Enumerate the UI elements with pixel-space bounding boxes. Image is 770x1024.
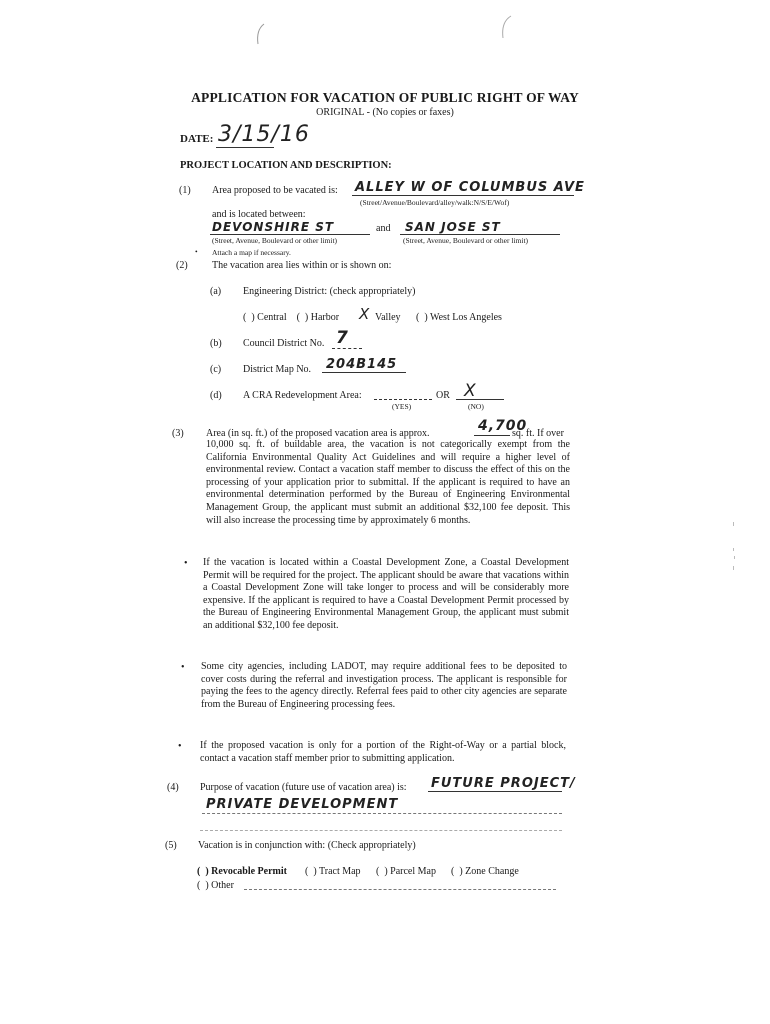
- form-title: APPLICATION FOR VACATION OF PUBLIC RIGHT OF WAY: [191, 90, 579, 105]
- purpose-label: Purpose of vacation (future use of vacation area) is:: [200, 782, 407, 793]
- valley-option-label: Valley: [375, 312, 401, 323]
- purpose-line-2[interactable]: PRIVATE DEVELOPMENT: [206, 797, 399, 812]
- council-district-underline: [332, 348, 362, 349]
- bullet-1-text: If the vacation is located within a Coastal Development Zone, a Coastal Development Permit will be required for the project. The applicant should be aware that vacations within a Coastal Development Zone will take longer to process and will be considerably more expensive. If the applicant is required to have a Coastal Development Permit processed by the Bureau of Engineering Environmental Management Group, the applicant must submit an additional $32,100 fee deposit.: [203, 557, 569, 631]
- date-value[interactable]: 3/15/16: [218, 122, 310, 147]
- or-label: OR: [436, 390, 450, 401]
- item-2-number: (2): [176, 260, 188, 271]
- street-2-underline: [400, 234, 560, 235]
- other-underline[interactable]: [244, 889, 556, 890]
- scan-tick: [733, 566, 734, 570]
- date-underline: [216, 147, 274, 148]
- street-1-hint: (Street, Avenue, Boulevard or other limit): [212, 236, 338, 245]
- vacated-area-underline: [352, 195, 574, 196]
- item-5-number: (5): [165, 840, 177, 851]
- scan-mark-right: [497, 14, 513, 40]
- cra-no-line: [456, 399, 504, 400]
- purpose-underline-1: [428, 791, 562, 792]
- item-1-label: Area proposed to be vacated is:: [212, 185, 338, 196]
- purpose-line-1[interactable]: FUTURE PROJECT/: [431, 776, 576, 791]
- council-district-label: Council District No.: [243, 338, 325, 349]
- bullet-2-text: Some city agencies, including LADOT, may require additional fees to be deposited to cover costs during the referral and investigation process. The applicant is responsible for paying the fees to the agency directly. Referral fees paid to other city agencies are separate from the Bureau of Engineering processing fees.: [201, 661, 567, 710]
- bullet-3-text: If the proposed vacation is only for a portion of the Right-of-Way or a partial block, contact a vacation staff member prior to submitting application.: [200, 740, 566, 764]
- parcel-map-option[interactable]: ( ) Parcel Map: [376, 866, 436, 877]
- item-4-number: (4): [167, 782, 179, 793]
- council-district-value[interactable]: 7: [336, 328, 349, 348]
- vacated-area-hint: (Street/Avenue/Boulevard/alley/walk:N/S/E/Wof): [360, 198, 510, 207]
- yes-hint: (YES): [392, 402, 412, 411]
- district-map-value[interactable]: 204B145: [326, 357, 398, 372]
- purpose-underline-3: [200, 830, 562, 831]
- attach-map-note: Attach a map if necessary.: [212, 248, 291, 257]
- tract-map-option[interactable]: ( ) Tract Map: [305, 866, 361, 877]
- item-2b-number: (b): [210, 338, 222, 349]
- cra-no-mark[interactable]: X: [464, 381, 477, 401]
- project-heading: PROJECT LOCATION AND DESCRIPTION:: [180, 160, 392, 171]
- cra-label: A CRA Redevelopment Area:: [243, 390, 362, 401]
- engineering-district-label: Engineering District: (check appropriately): [243, 286, 416, 297]
- bullet-1-dot: •: [184, 558, 188, 569]
- area-lead-text: Area (in sq. ft.) of the proposed vacation area is approx.: [206, 428, 430, 439]
- street-1-underline: [210, 234, 370, 235]
- no-hint: (NO): [468, 402, 484, 411]
- between-label: and is located between:: [212, 209, 306, 220]
- item-2-label: The vacation area lies within or is shown on:: [212, 260, 392, 271]
- date-label: DATE:: [180, 133, 214, 145]
- street-1-value[interactable]: DEVONSHIRE ST: [212, 220, 335, 234]
- bullet-dot: •: [195, 247, 198, 256]
- valley-checkmark[interactable]: X: [359, 305, 371, 323]
- street-2-hint: (Street, Avenue, Boulevard or other limit): [403, 236, 529, 245]
- bullet-3-dot: •: [178, 741, 182, 752]
- scan-tick: [734, 556, 735, 559]
- and-label: and: [376, 223, 391, 234]
- item-1-number: (1): [179, 185, 191, 196]
- area-underline: [474, 435, 510, 436]
- scan-mark-left: [252, 22, 266, 46]
- item-2a-number: (a): [210, 286, 222, 297]
- revocable-permit-option[interactable]: ( ) Revocable Permit: [197, 866, 287, 877]
- scan-tick: [733, 522, 734, 526]
- zone-change-option[interactable]: ( ) Zone Change: [451, 866, 519, 877]
- item-2d-number: (d): [210, 390, 222, 401]
- cra-yes-line[interactable]: [374, 399, 432, 400]
- area-tail-text: sq. ft. If over: [512, 428, 564, 439]
- scan-tick: [733, 548, 734, 551]
- district-map-label: District Map No.: [243, 364, 312, 375]
- district-map-underline: [322, 372, 406, 373]
- purpose-underline-2: [202, 813, 562, 814]
- west-la-option[interactable]: ( ) West Los Angeles: [416, 312, 502, 323]
- item-3-body: 10,000 sq. ft. of buildable area, the vacation is not categorically exempt from the California Environmental Quality Act Guidelines and will require a higher level of environmental review. Contact a vacation staff member to discuss the effect of this on the processing of your application prior to submittal. If the applicant is required to have an environmental determination performed by the Bureau of Engineering Environmental Management Group, the applicant must submit an additional $32,100 fee deposit. This will also increase the processing time by approximately 6 months.: [206, 439, 570, 526]
- street-2-value[interactable]: SAN JOSE ST: [405, 220, 501, 234]
- form-subtitle: ORIGINAL - (No copies or faxes): [316, 107, 454, 118]
- vacated-area-value[interactable]: ALLEY W OF COLUMBUS AVE: [355, 180, 585, 195]
- bullet-2-dot: •: [181, 662, 185, 673]
- district-options[interactable]: ( ) Central ( ) Harbor: [243, 312, 340, 323]
- conjunction-label: Vacation is in conjunction with: (Check appropriately): [198, 840, 416, 851]
- other-option[interactable]: ( ) Other: [197, 880, 234, 891]
- item-3-number: (3): [172, 428, 184, 439]
- item-2c-number: (c): [210, 364, 222, 375]
- area-value[interactable]: 4,700: [478, 418, 528, 434]
